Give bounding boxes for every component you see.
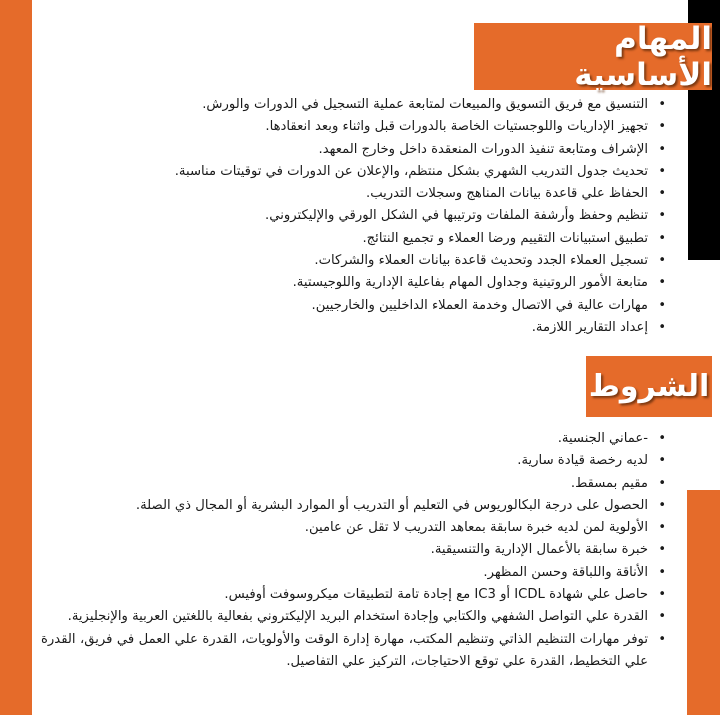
list-item: • الإشراف ومتابعة تنفيذ الدورات المنعقدة داخل وخارج المعهد. (106, 139, 666, 161)
list-item: • خبرة سابقة بالأعمال الإدارية والتنسيقية. (41, 539, 666, 561)
bullet-icon: • (658, 609, 666, 625)
list-item: • لديه رخصة قيادة سارية. (41, 450, 666, 472)
list-item: • التنسيق مع فريق التسويق والمبيعات لمتابعة عملية التسجيل في الدورات والورش. (106, 94, 666, 116)
list-item: • الأولوية لمن لديه خبرة سابقة بمعاهد التدريب لا تقل عن عامين. (41, 517, 666, 539)
conditions-list (41, 428, 666, 674)
bullet-icon: • (658, 163, 666, 179)
bullet-icon: • (658, 297, 666, 313)
bullet-icon: • (658, 119, 666, 135)
bullet-icon: • (658, 97, 666, 112)
tasks-list (106, 94, 666, 339)
list-item: • -عماني الجنسية. (41, 428, 666, 450)
bullet-icon: • (658, 319, 666, 335)
bullet-icon: • (658, 631, 666, 647)
list-item: • القدرة علي التواصل الشفهي والكتابي وإجادة استخدام البريد الإليكتروني بفعالية باللغتين العربية والإنجليزية. (41, 606, 666, 629)
bullet-icon: • (658, 186, 666, 202)
bullet-icon: • (658, 453, 666, 469)
left-accent-bar (0, 0, 32, 715)
bullet-icon: • (658, 141, 666, 157)
list-item: • الحصول على درجة البكالوريوس في التعليم أو التدريب أو الموارد البشرية أو المجال ذي الصلة. (41, 495, 666, 517)
bullet-icon: • (658, 275, 666, 291)
list-item: • إعداد التقارير اللازمة. (106, 317, 666, 339)
bullet-icon: • (658, 230, 666, 246)
list-item: • مهارات عالية في الاتصال وخدمة العملاء الداخليين والخارجيين. (106, 295, 666, 317)
bullet-icon: • (658, 542, 666, 558)
conditions-heading-text: الشروط (588, 369, 710, 404)
list-item: • الحفاظ علي قاعدة بيانات المناهج وسجلات التدريب. (106, 183, 666, 205)
list-item: • الأناقة واللباقة وحسن المظهر. (41, 562, 666, 584)
bullet-icon: • (658, 475, 666, 491)
bullet-icon: • (658, 208, 666, 224)
list-item: • توفر مهارات التنظيم الذاتي وتنظيم المكتب، مهارة إدارة الوقت والأولويات، القدرة علي العمل في فريق، القدرة علي التخطيط، القدرة علي توقع الاحتياجات، التركيز علي التفاصيل. (41, 629, 666, 674)
list-item: • تنظيم وحفظ وأرشفة الملفات وترتيبها في الشكل الورقي والإليكتروني. (106, 205, 666, 227)
list-item: • تسجيل العملاء الجدد وتحديث قاعدة بيانات العملاء والشركات. (106, 250, 666, 272)
bullet-icon: • (658, 431, 666, 446)
bullet-icon: • (658, 253, 666, 269)
tasks-heading (474, 20, 712, 93)
list-item: • حاصل علي شهادة ICDL أو IC3 مع إجادة تامة لتطبيقات ميكروسوفت أوفيس. (41, 584, 666, 606)
bullet-icon: • (658, 564, 666, 580)
list-item: • مقيم بمسقط. (41, 473, 666, 495)
list-item: • تحديث جدول التدريب الشهري بشكل منتظم، والإعلان عن الدورات في توقيتات مناسبة. (106, 161, 666, 183)
bullet-icon: • (658, 587, 666, 603)
tasks-heading-text: المهام الأساسية (574, 20, 712, 93)
list-item: • تجهيز الإداريات واللوجستيات الخاصة بالدورات قبل واثناء وبعد انعقادها. (106, 116, 666, 138)
bullet-icon: • (658, 497, 666, 513)
conditions-heading (586, 356, 712, 417)
bullet-icon: • (658, 520, 666, 536)
right-orange-accent-bar (687, 490, 720, 715)
list-item: • متابعة الأمور الروتينية وجداول المهام بفاعلية الإدارية واللوجيستية. (106, 272, 666, 294)
list-item: • تطبيق استبيانات التقييم ورضا العملاء و تجميع النتائج. (106, 228, 666, 250)
